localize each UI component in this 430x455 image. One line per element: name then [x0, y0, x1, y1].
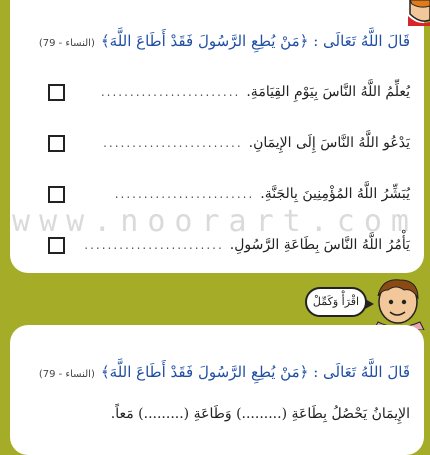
dotted-line: ........................: [103, 136, 243, 150]
statement-row: [24, 175, 410, 213]
child-illustration-top-icon: [408, 0, 430, 26]
exercise-card-top: [10, 0, 424, 273]
statement-text: يُبَشِّرُ اللَّهُ المُؤْمِنِينَ بِالجَنَّةِ.: [260, 186, 410, 202]
fill-in-sentence: الإِيمَانُ يَحْصُلُ بِطَاعَةِ (.........) وَطَاعَةِ (.........) مَعاً.: [110, 406, 410, 422]
statement-row: [24, 226, 410, 264]
quran-verse: [24, 361, 410, 386]
answer-checkbox[interactable]: [48, 135, 65, 152]
quran-verse: [24, 30, 410, 55]
dotted-line: ........................: [114, 187, 255, 201]
verse-reference: (النساء - 79): [38, 38, 95, 49]
answer-checkbox[interactable]: [48, 84, 65, 101]
exercise-card-bottom: [10, 325, 424, 455]
verse-reference: (النساء - 79): [38, 369, 95, 380]
verse-text: قَالَ اللَّهُ تَعَالَى : ﴿مَنْ يُطِعِ الرَّسُولَ فَقَدْ أَطَاعَ اللَّهَ﴾: [100, 32, 410, 50]
statement-text: يَأْمُرُ اللَّهُ النَّاسَ بِطَاعَةِ الرَّسُولِ.: [229, 237, 410, 253]
statement-row: [24, 124, 410, 162]
dotted-line: ........................: [100, 85, 241, 99]
child-illustration-icon: [368, 278, 430, 330]
answer-checkbox[interactable]: [48, 186, 65, 203]
watermark-text: www.noorart.com: [12, 204, 418, 239]
verse-text: قَالَ اللَّهُ تَعَالَى : ﴿مَنْ يُطِعِ الرَّسُولَ فَقَدْ أَطَاعَ اللَّهَ﴾: [100, 363, 410, 381]
speech-bubble: اقْرَأْ وَكَمِّلْ: [305, 287, 367, 317]
statement-list: [24, 73, 410, 264]
statement-text: يَدْعُو اللَّهُ النَّاسَ إِلَى الإِيمَانِ.: [248, 135, 410, 151]
statement-text: يُعلِّمُ اللَّهُ النَّاسَ بِيَوْمِ القِيَامَةِ.: [246, 84, 410, 100]
dotted-line: ........................: [84, 238, 224, 252]
answer-checkbox[interactable]: [48, 237, 65, 254]
statement-row: [24, 73, 410, 111]
